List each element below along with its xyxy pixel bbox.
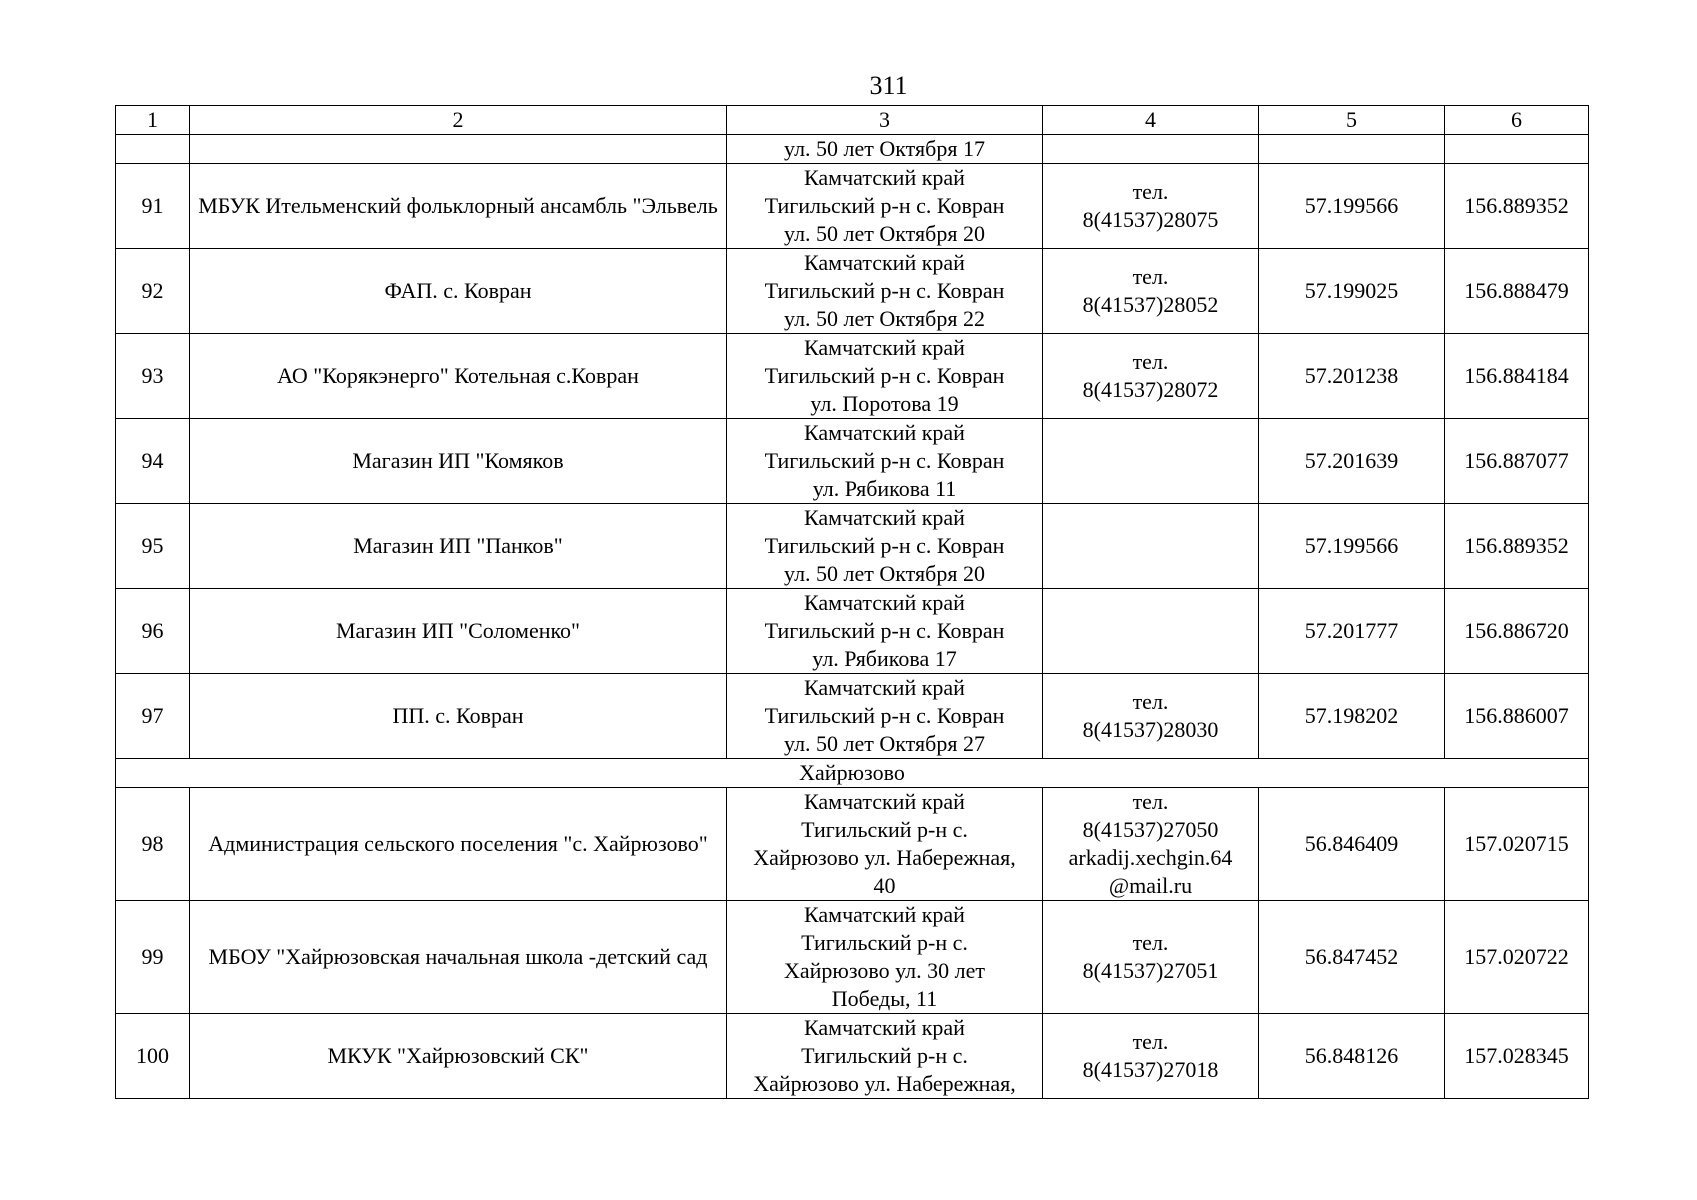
longitude: 157.028345 (1445, 1014, 1589, 1099)
facility-contact: тел. 8(41537)27050 arkadij.xechgin.64 @mail.ru (1043, 788, 1259, 901)
table-row (116, 164, 1589, 249)
facility-name: Магазин ИП "Комяков (190, 419, 727, 504)
longitude: 156.889352 (1445, 504, 1589, 589)
section-row (116, 759, 1589, 788)
longitude: 156.886720 (1445, 589, 1589, 674)
row-number: 94 (116, 419, 190, 504)
header-cell: 2 (190, 106, 727, 135)
continuation-row (116, 135, 1589, 164)
header-cell: 1 (116, 106, 190, 135)
table-row (116, 419, 1589, 504)
latitude: 56.847452 (1259, 901, 1445, 1014)
facility-contact: тел. 8(41537)27051 (1043, 901, 1259, 1014)
facility-contact (1043, 504, 1259, 589)
row-number: 96 (116, 589, 190, 674)
facility-address: Камчатский край Тигильский р-н с. Ковран ул. 50 лет Октября 20 (727, 164, 1043, 249)
longitude: 157.020722 (1445, 901, 1589, 1014)
facility-contact: тел. 8(41537)27018 (1043, 1014, 1259, 1099)
facility-address: Камчатский край Тигильский р-н с. Хайрюзово ул. 30 лет Победы, 11 (727, 901, 1043, 1014)
header-row (116, 106, 1589, 135)
row-number: 95 (116, 504, 190, 589)
latitude (1259, 135, 1445, 164)
facility-name: МБУК Ительменский фольклорный ансамбль "Эльвель (190, 164, 727, 249)
header-cell: 6 (1445, 106, 1589, 135)
table-row (116, 504, 1589, 589)
facility-name (190, 135, 727, 164)
facility-contact (1043, 135, 1259, 164)
header-cell: 5 (1259, 106, 1445, 135)
facility-contact: тел. 8(41537)28052 (1043, 249, 1259, 334)
row-number: 98 (116, 788, 190, 901)
row-number (116, 135, 190, 164)
longitude: 156.888479 (1445, 249, 1589, 334)
facility-contact (1043, 419, 1259, 504)
facilities-table (115, 105, 1589, 1099)
longitude: 156.887077 (1445, 419, 1589, 504)
row-number: 99 (116, 901, 190, 1014)
longitude: 156.886007 (1445, 674, 1589, 759)
facility-address: Камчатский край Тигильский р-н с. Ковран ул. Поротова 19 (727, 334, 1043, 419)
table-row (116, 674, 1589, 759)
facility-contact (1043, 589, 1259, 674)
longitude: 156.889352 (1445, 164, 1589, 249)
header-cell: 3 (727, 106, 1043, 135)
page-number: 311 (869, 71, 908, 100)
facility-address: Камчатский край Тигильский р-н с. Хайрюзово ул. Набережная, 40 (727, 788, 1043, 901)
latitude: 57.201238 (1259, 334, 1445, 419)
facility-name: МБОУ "Хайрюзовская начальная школа -детский сад (190, 901, 727, 1014)
table-row (116, 1014, 1589, 1099)
facility-contact: тел. 8(41537)28072 (1043, 334, 1259, 419)
header-cell: 4 (1043, 106, 1259, 135)
table-row (116, 589, 1589, 674)
facility-address: Камчатский край Тигильский р-н с. Ковран ул. 50 лет Октября 22 (727, 249, 1043, 334)
facility-address: ул. 50 лет Октября 17 (727, 135, 1043, 164)
facility-name: Магазин ИП "Соломенко" (190, 589, 727, 674)
longitude (1445, 135, 1589, 164)
facility-name: ФАП. с. Ковран (190, 249, 727, 334)
row-number: 97 (116, 674, 190, 759)
facility-name: ПП. с. Ковран (190, 674, 727, 759)
facility-name: МКУК "Хайрюзовский СК" (190, 1014, 727, 1099)
facility-address: Камчатский край Тигильский р-н с. Ковран ул. Рябикова 11 (727, 419, 1043, 504)
facility-name: АО "Корякэнерго" Котельная с.Ковран (190, 334, 727, 419)
row-number: 100 (116, 1014, 190, 1099)
row-number: 93 (116, 334, 190, 419)
table-row (116, 334, 1589, 419)
row-number: 91 (116, 164, 190, 249)
facility-address: Камчатский край Тигильский р-н с. Ковран ул. Рябикова 17 (727, 589, 1043, 674)
latitude: 56.846409 (1259, 788, 1445, 901)
facility-contact: тел. 8(41537)28075 (1043, 164, 1259, 249)
table-row (116, 788, 1589, 901)
facility-name: Магазин ИП "Панков" (190, 504, 727, 589)
section-title: Хайрюзово (116, 759, 1589, 788)
latitude: 57.201777 (1259, 589, 1445, 674)
latitude: 56.848126 (1259, 1014, 1445, 1099)
facility-contact: тел. 8(41537)28030 (1043, 674, 1259, 759)
row-number: 92 (116, 249, 190, 334)
latitude: 57.199566 (1259, 504, 1445, 589)
latitude: 57.199025 (1259, 249, 1445, 334)
latitude: 57.199566 (1259, 164, 1445, 249)
facility-name: Администрация сельского поселения "с. Хайрюзово" (190, 788, 727, 901)
facility-address: Камчатский край Тигильский р-н с. Хайрюзово ул. Набережная, (727, 1014, 1043, 1099)
latitude: 57.198202 (1259, 674, 1445, 759)
facility-address: Камчатский край Тигильский р-н с. Ковран ул. 50 лет Октября 20 (727, 504, 1043, 589)
table-row (116, 901, 1589, 1014)
table-row (116, 249, 1589, 334)
longitude: 156.884184 (1445, 334, 1589, 419)
latitude: 57.201639 (1259, 419, 1445, 504)
facility-address: Камчатский край Тигильский р-н с. Ковран ул. 50 лет Октября 27 (727, 674, 1043, 759)
longitude: 157.020715 (1445, 788, 1589, 901)
